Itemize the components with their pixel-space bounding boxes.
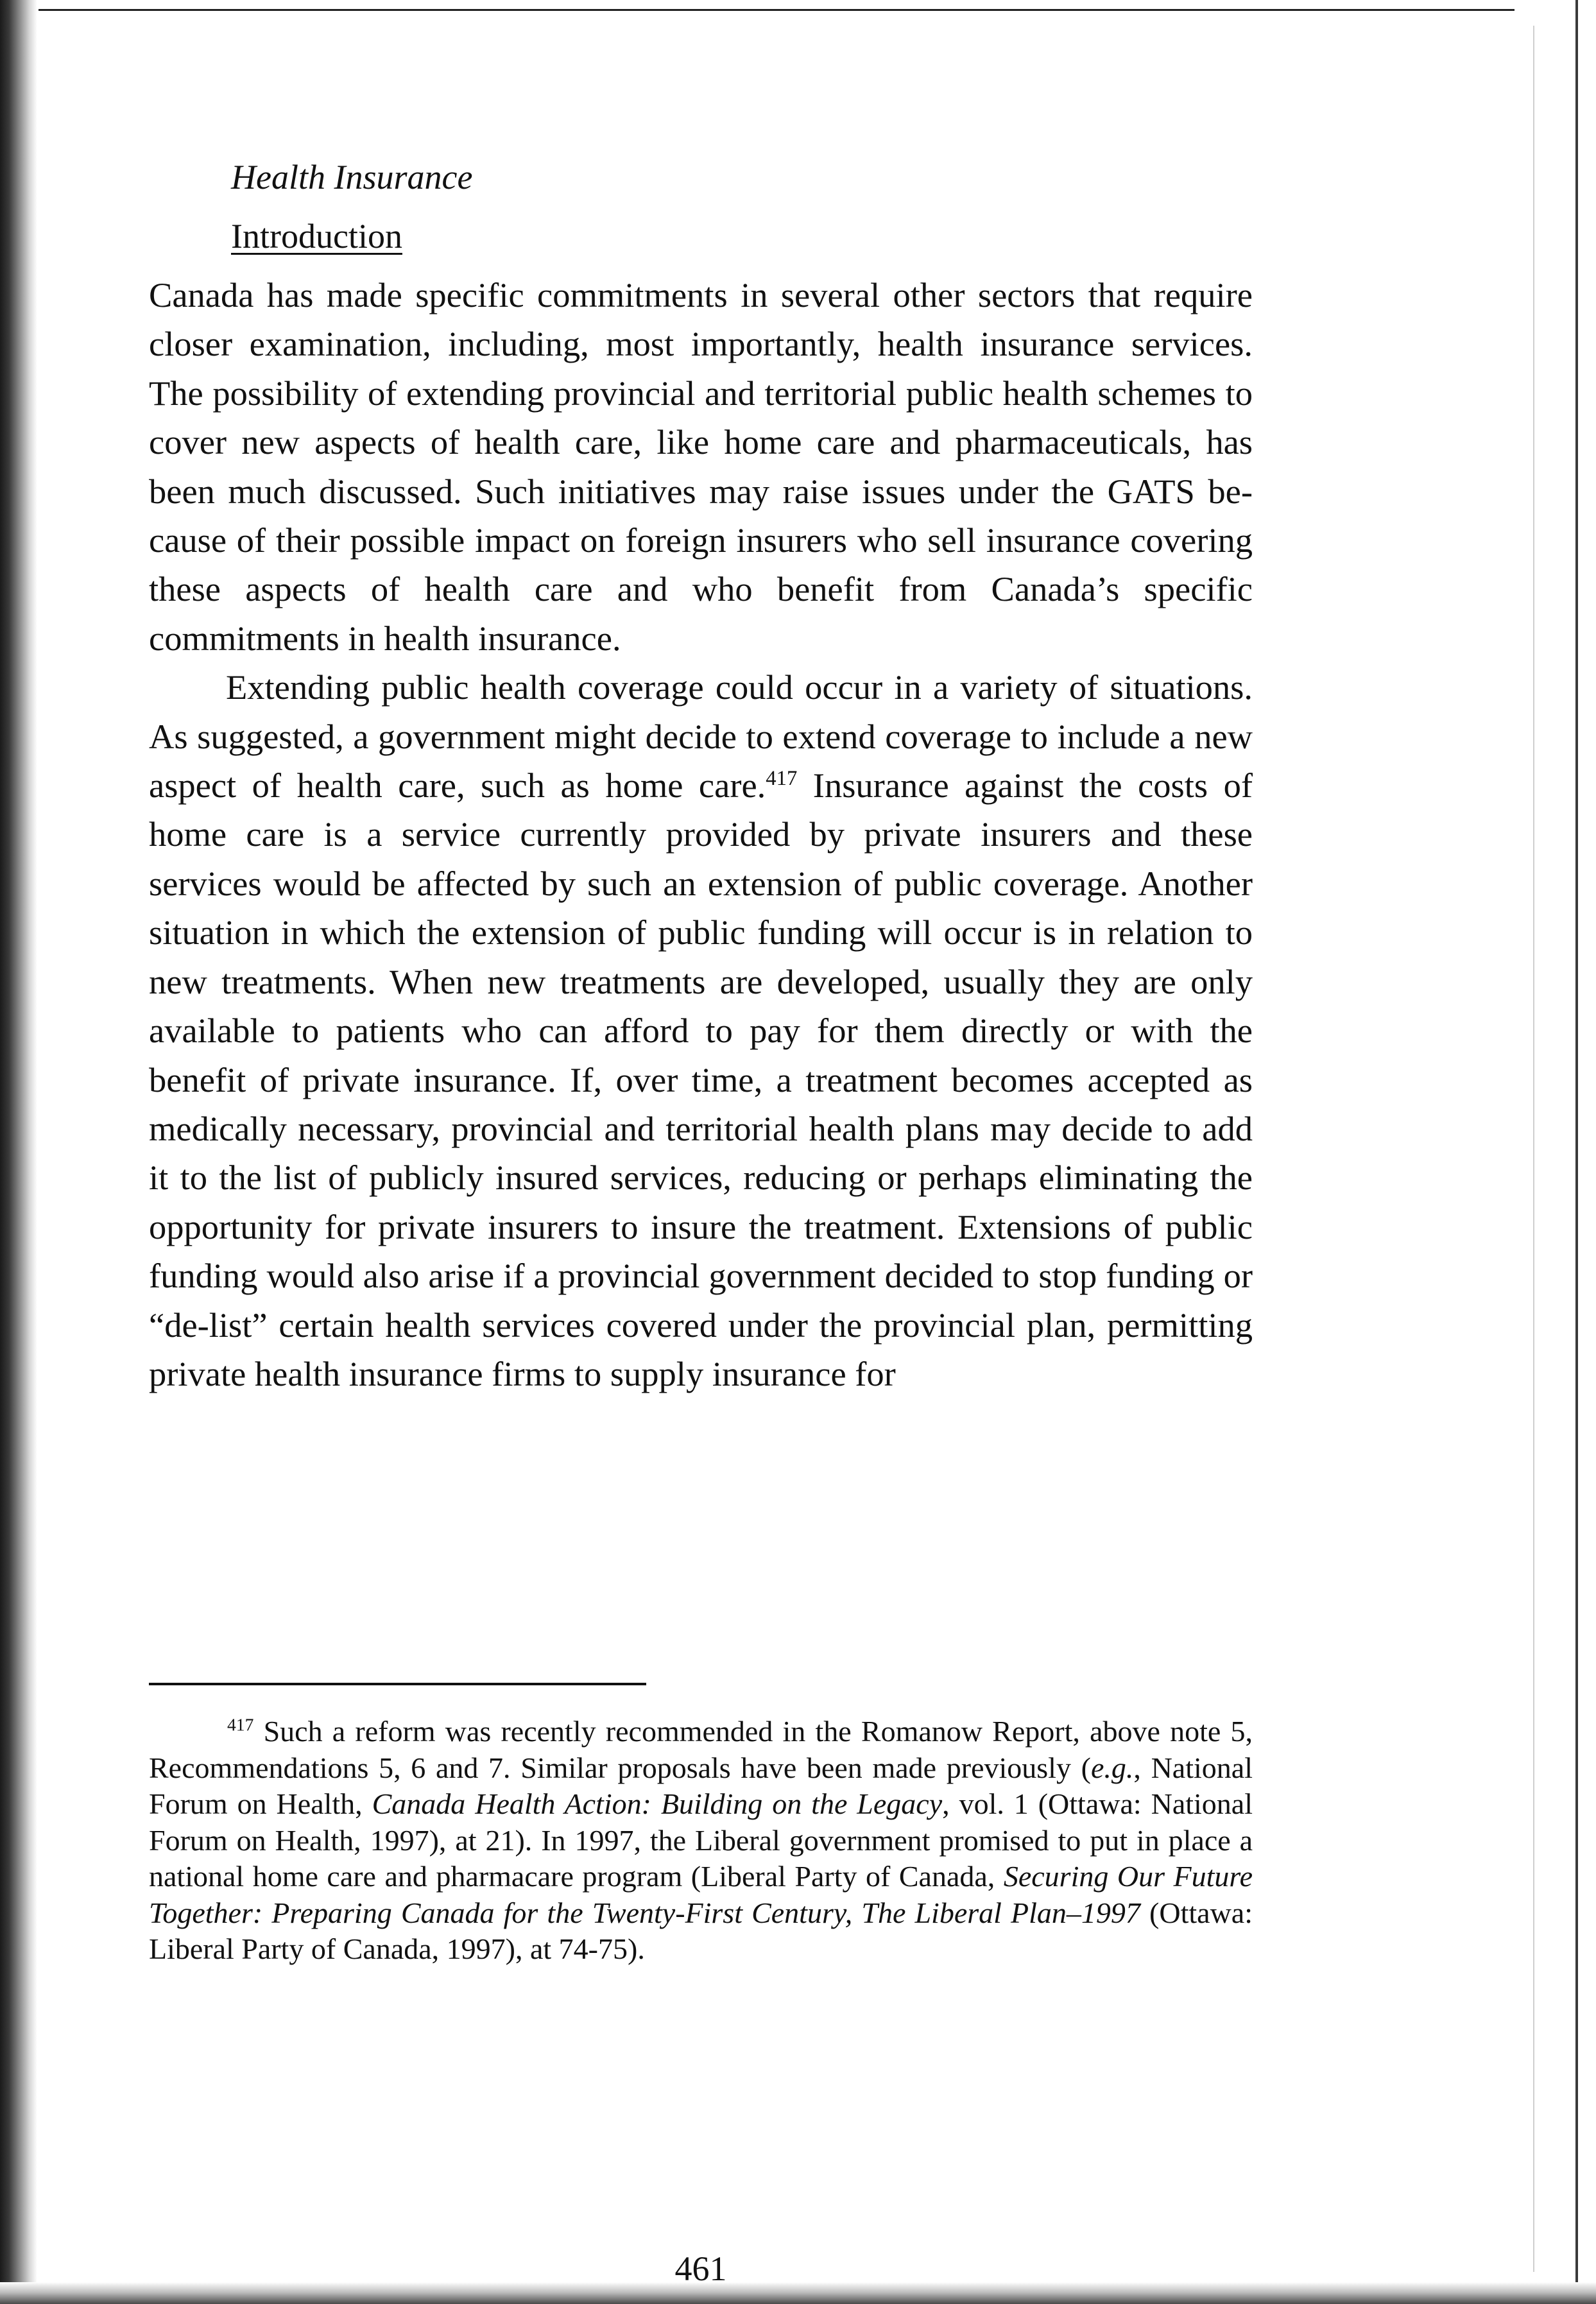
paragraph-2-text-a: Extending public health coverage could occur in a variety of situations. As suggested, a government might decide to extend coverage to include a new aspect of health care, such as home care. [149,667,1253,805]
scan-binding-edge [0,0,37,2304]
scan-right-edge [1575,0,1578,2304]
footnote-eg: e.g. [1090,1751,1134,1784]
paragraph-1 [149,271,1253,663]
footnote-number: 417 [227,1714,254,1735]
subsection-heading: Introduction [231,217,402,255]
paragraph-2 [149,663,1253,1398]
footnote-separator [149,1683,646,1685]
footnote-reference[interactable]: 417 [766,766,798,790]
scan-right-edge-shadow [1533,26,1534,2272]
footnote-text-2: , National Forum on Health, [149,1751,1253,1820]
footnote-cited-title-1: Canada Health Action: Building on the Legacy [372,1787,943,1820]
footnote-text-4: (Ottawa: Liberal Party of Canada, 1997), at 74-75). [149,1896,1253,1965]
footnote-text-1: Such a reform was recently recommended in the Romanow Report, above note 5, Recommendations 5, 6 and 7. Similar proposals have been made previously ( [149,1715,1253,1784]
scan-top-edge [39,9,1514,11]
page-number: 461 [674,2249,727,2288]
footnote-text-3: , vol. 1 (Ottawa: National Forum on Health, 1997), at 21). In 1997, the Liberal government promised to put in place a national home care and pharmacare program (Liberal Party of Canada, [149,1787,1253,1893]
section-heading: Health Insurance [231,158,473,196]
footnotes [149,1714,1253,1968]
footnote-417 [149,1714,1253,1968]
paragraph-2-text-b: Insurance against the costs of home care is a service currently provided by private insurers and these services would be affected by such an extension of public coverage. Another situation in which the extension of public funding will occur is in relation to new treatments. When new treatments are developed, usually they are only available to patients who can afford to pay for them directly or with the benefit of private insurance. If, over time, a treatment becomes accepted as medically necessary, provincial and territorial health plans may decide to add it to the list of publicly insured services, reducing or perhaps eliminating the opportunity for private insurers to insure the treatment. Extensions of public funding would also arise if a provincial government decided to stop funding or “de-list” certain health services covered under the provincial plan, permitting private health insurance firms to supply insurance for [149,766,1253,1393]
book-page [149,154,1253,2288]
paragraph-1-text: Canada has made specific commitments in several other sectors that require closer examination, including, most importantly, health insurance services. The possibility of extending provincial and territorial public health schemes to cover new aspects of health care, like home care and pharmaceuticals, has been much discussed. Such initiatives may raise issues under the GATS because of their possible impact on foreign insurers who sell insurance covering these aspects of health care and who benefit from Canada’s specific commitments in health insurance. [149,275,1253,658]
footnote-cited-title-2: Securing Our Future Together: Preparing Canada for the Twenty-First Century, The Liberal Plan–1997 [149,1860,1253,1929]
